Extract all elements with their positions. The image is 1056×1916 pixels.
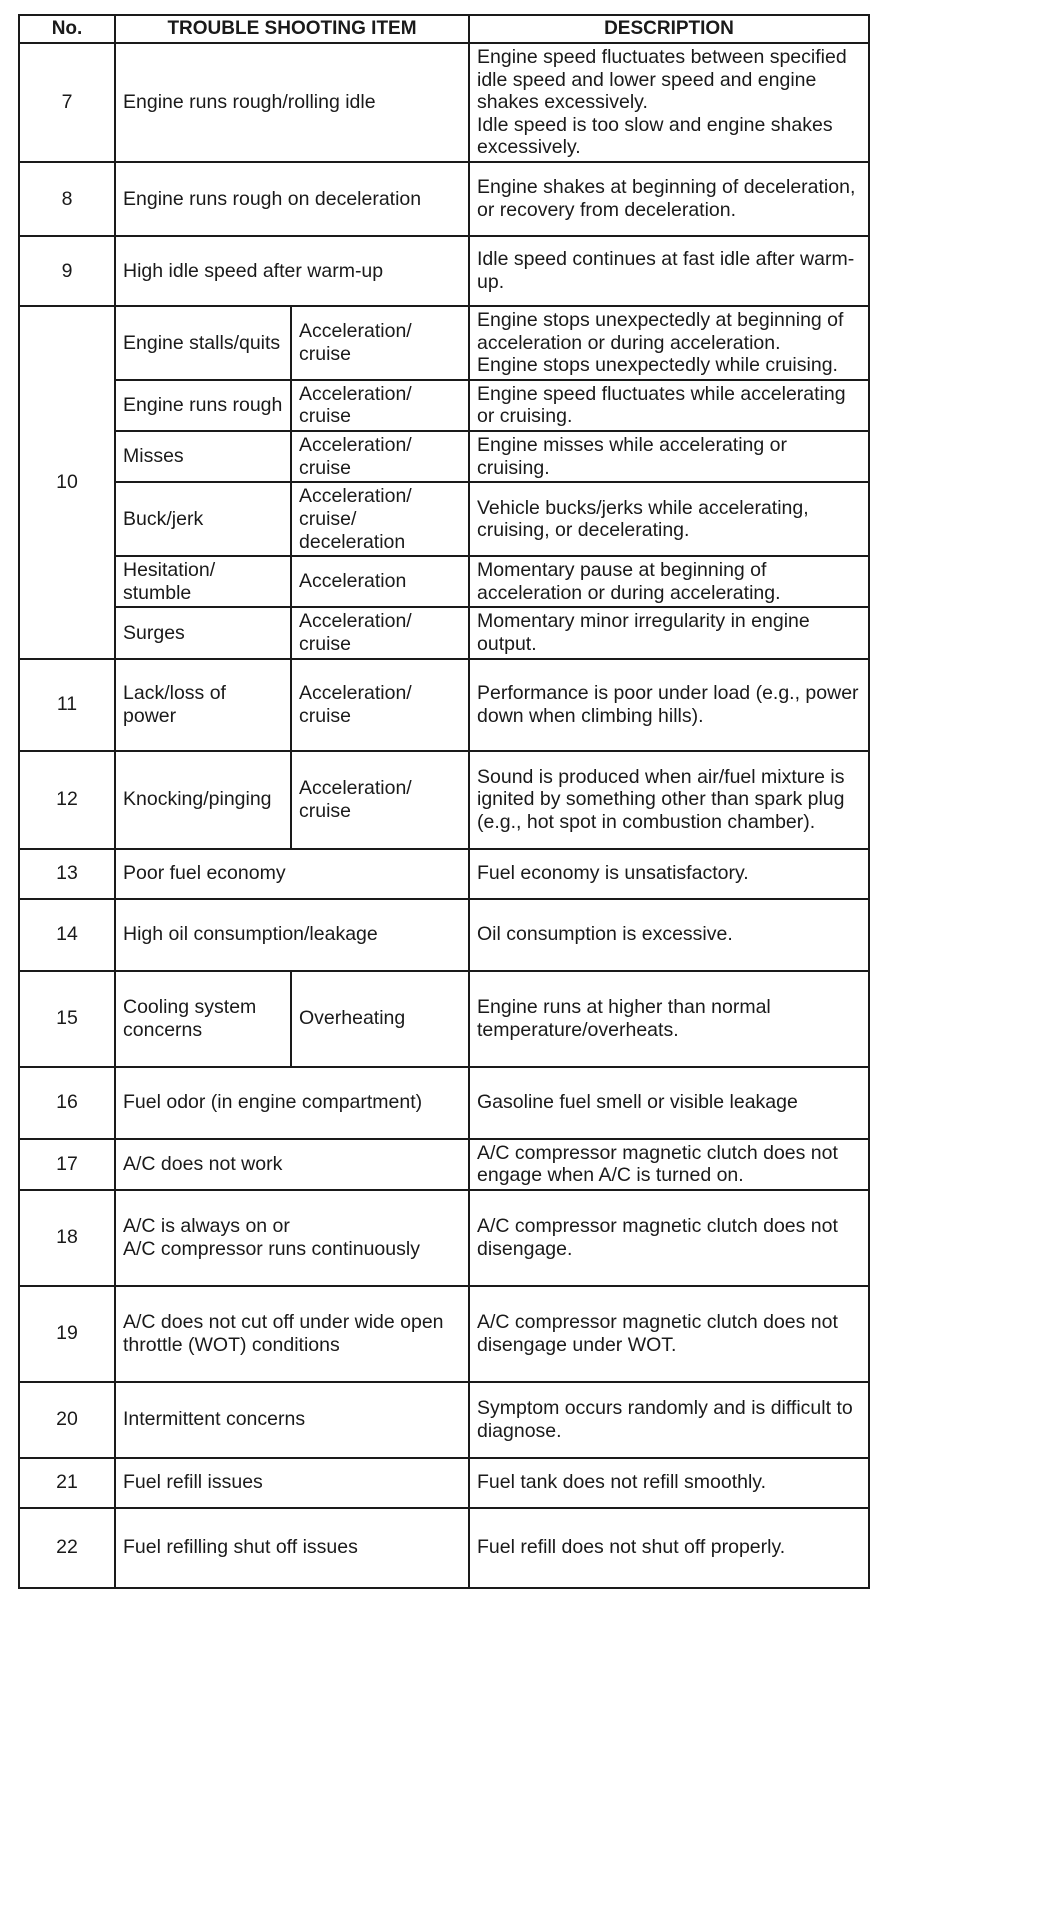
trouble-condition: Acceleration/ cruise [291, 751, 469, 849]
description-line: Engine speed fluctuates between specified idle speed and lower speed and engine shakes excessively. [477, 46, 847, 114]
table-row [19, 659, 869, 751]
trouble-item: Lack/loss of power [115, 659, 291, 751]
table-row [19, 1382, 869, 1458]
trouble-condition: Acceleration/ cruise [291, 431, 469, 482]
table-row [19, 1190, 869, 1286]
description: A/C compressor magnetic clutch does not disengage. [469, 1190, 869, 1286]
table-row [19, 236, 869, 306]
table-row [19, 1508, 869, 1588]
trouble-item: A/C does not cut off under wide open throttle (WOT) conditions [115, 1286, 469, 1382]
description: Fuel refill does not shut off properly. [469, 1508, 869, 1588]
trouble-item: High oil consumption/leakage [115, 899, 469, 971]
troubleshooting-sheet [18, 14, 870, 1589]
table-row [19, 1458, 869, 1508]
table-row [19, 971, 869, 1067]
trouble-condition: Acceleration/ cruise/ deceleration [291, 482, 469, 556]
row-number: 13 [19, 849, 115, 899]
description: Gasoline fuel smell or visible leakage [469, 1067, 869, 1139]
row-number: 14 [19, 899, 115, 971]
description-line: Idle speed is too slow and engine shakes excessively. [477, 113, 833, 159]
trouble-condition: Overheating [291, 971, 469, 1067]
row-number: 11 [19, 659, 115, 751]
table-row [19, 751, 869, 849]
table-row [19, 380, 869, 431]
trouble-condition: Acceleration/ cruise [291, 659, 469, 751]
description: Vehicle bucks/jerks while accelerating, cruising, or decelerating. [469, 482, 869, 556]
trouble-item: Knocking/pinging [115, 751, 291, 849]
row-number: 9 [19, 236, 115, 306]
table-row [19, 1286, 869, 1382]
row-number: 19 [19, 1286, 115, 1382]
description: Momentary minor irregularity in engine output. [469, 607, 869, 658]
table-row [19, 1067, 869, 1139]
trouble-item: Intermittent concerns [115, 1382, 469, 1458]
row-number: 10 [19, 306, 115, 659]
row-number: 17 [19, 1139, 115, 1190]
table-row [19, 306, 869, 380]
trouble-condition: Acceleration [291, 556, 469, 607]
trouble-item: Hesitation/ stumble [115, 556, 291, 607]
trouble-item [115, 1190, 469, 1286]
trouble-item: A/C does not work [115, 1139, 469, 1190]
row-number: 15 [19, 971, 115, 1067]
row-number: 12 [19, 751, 115, 849]
row-number: 16 [19, 1067, 115, 1139]
description-line: Engine stops unexpectedly while cruising. [477, 354, 838, 377]
table-row [19, 607, 869, 658]
table-row [19, 556, 869, 607]
trouble-item: Fuel refilling shut off issues [115, 1508, 469, 1588]
description: Fuel economy is unsatisfactory. [469, 849, 869, 899]
table-row [19, 43, 869, 162]
trouble-item: Buck/jerk [115, 482, 291, 556]
description: Idle speed continues at fast idle after warm-up. [469, 236, 869, 306]
header-item: TROUBLE SHOOTING ITEM [115, 15, 469, 43]
header-no: No. [19, 15, 115, 43]
description: Momentary pause at beginning of acceleration or during accelerating. [469, 556, 869, 607]
trouble-condition: Acceleration/ cruise [291, 607, 469, 658]
table-row [19, 162, 869, 236]
description: Fuel tank does not refill smoothly. [469, 1458, 869, 1508]
trouble-item: Engine runs rough on deceleration [115, 162, 469, 236]
header-row [19, 15, 869, 43]
description: Engine speed fluctuates while accelerating or cruising. [469, 380, 869, 431]
trouble-item: Engine runs rough/rolling idle [115, 43, 469, 162]
description: Oil consumption is excessive. [469, 899, 869, 971]
table-row [19, 431, 869, 482]
troubleshooting-table [18, 14, 870, 1589]
trouble-condition: Acceleration/ cruise [291, 306, 469, 380]
trouble-item: Poor fuel economy [115, 849, 469, 899]
trouble-item: Fuel refill issues [115, 1458, 469, 1508]
row-number: 7 [19, 43, 115, 162]
trouble-item: Cooling system concerns [115, 971, 291, 1067]
table-row [19, 899, 869, 971]
trouble-item-line: A/C is always on or [123, 1215, 290, 1238]
row-number: 22 [19, 1508, 115, 1588]
description [469, 43, 869, 162]
table-row [19, 849, 869, 899]
description: Performance is poor under load (e.g., power down when climbing hills). [469, 659, 869, 751]
description-line: Engine stops unexpectedly at beginning of acceleration or during acceleration. [477, 309, 844, 354]
trouble-item: Engine runs rough [115, 380, 291, 431]
trouble-item: High idle speed after warm-up [115, 236, 469, 306]
row-number: 8 [19, 162, 115, 236]
trouble-item: Surges [115, 607, 291, 658]
description: Engine misses while accelerating or cruising. [469, 431, 869, 482]
row-number: 18 [19, 1190, 115, 1286]
trouble-item: Misses [115, 431, 291, 482]
trouble-item: Engine stalls/quits [115, 306, 291, 380]
table-row [19, 482, 869, 556]
table-row [19, 1139, 869, 1190]
row-number: 20 [19, 1382, 115, 1458]
row-number: 21 [19, 1458, 115, 1508]
description: Engine runs at higher than normal temperature/overheats. [469, 971, 869, 1067]
description: A/C compressor magnetic clutch does not disengage under WOT. [469, 1286, 869, 1382]
header-description: DESCRIPTION [469, 15, 869, 43]
trouble-item: Fuel odor (in engine compartment) [115, 1067, 469, 1139]
trouble-condition: Acceleration/ cruise [291, 380, 469, 431]
description: Engine shakes at beginning of deceleration, or recovery from deceleration. [469, 162, 869, 236]
description [469, 306, 869, 380]
description: A/C compressor magnetic clutch does not engage when A/C is turned on. [469, 1139, 869, 1190]
description: Sound is produced when air/fuel mixture is ignited by something other than spark plug (e.g., hot spot in combustion chamber). [469, 751, 869, 849]
description: Symptom occurs randomly and is difficult to diagnose. [469, 1382, 869, 1458]
trouble-item-line: A/C compressor runs continuously [123, 1237, 420, 1260]
